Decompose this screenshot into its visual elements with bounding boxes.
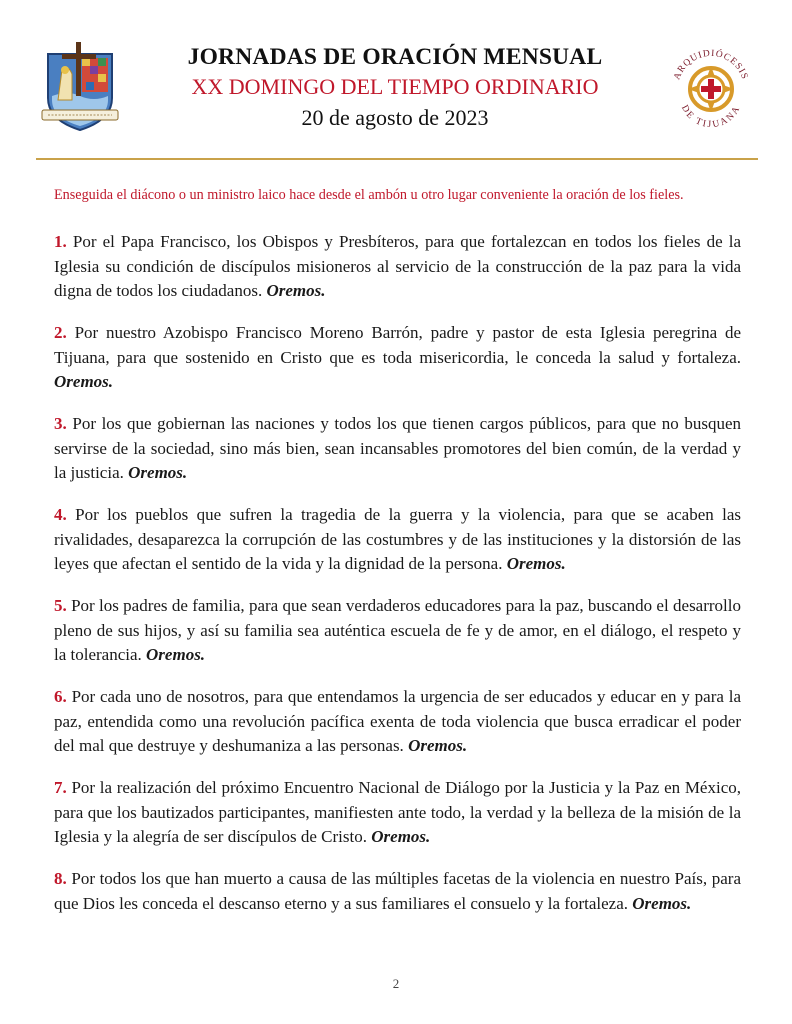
document-title: JORNADAS DE ORACIÓN MENSUAL: [187, 44, 603, 70]
petition-number: 7.: [54, 778, 67, 797]
petition-text: Por cada uno de nosotros, para que entendamos la urgencia de ser educados y educar en y para la paz, entendida como una revolución pacífica exenta de toda violencia que busca erradicar el poder del mal que destruye y deshumaniza a las personas.: [54, 687, 742, 755]
petition-response: Oremos.: [54, 372, 114, 391]
petition-text: Por todos los que han muerto a causa de las múltiples facetas de la violencia en nuestro País, para que Dios les conceda el descanso eterno y a sus familiares el consuelo y la fortaleza.: [54, 869, 741, 913]
petition-item: [54, 685, 741, 759]
petition-item: [54, 867, 741, 916]
petition-item: [54, 503, 741, 577]
header-titles: [150, 42, 640, 134]
header-divider: [36, 158, 758, 160]
petition-number: 4.: [54, 505, 67, 524]
petition-text: Por los pueblos que sufren la tragedia de la guerra y la violencia, para que se acaben las rivalidades, desaparezca la corrupción de las costumbres y de las instituciones y la distorsión de las leyes que afectan el sentido de la vida y la dignidad de la persona.: [54, 505, 742, 573]
petition-response: Oremos.: [408, 736, 468, 755]
rubric-instruction: Enseguida el diácono o un ministro laico hace desde el ambón u otro lugar conveniente la oración de los fieles.: [54, 187, 684, 203]
petition-response: Oremos.: [371, 827, 431, 846]
petition-number: 3.: [54, 414, 67, 433]
document-date: 20 de agosto de 2023: [301, 105, 489, 130]
petition-item: [54, 594, 741, 668]
petition-item: [54, 230, 741, 304]
page-number: 2: [392, 976, 400, 991]
petition-number: 2.: [54, 323, 67, 342]
petition-text: Por los que gobiernan las naciones y todos los que tienen cargos públicos, para que no busquen servirse de la sociedad, sino más bien, sean incansables promotores del bien común, de la verdad y la justicia.: [54, 414, 741, 482]
petition-number: 1.: [54, 232, 67, 251]
petition-item: [54, 776, 741, 850]
svg-text:DE TIJUANA: DE TIJUANA: [679, 103, 743, 131]
prayer-petitions: [54, 230, 741, 934]
petition-response: Oremos.: [266, 281, 326, 300]
petition-response: Oremos.: [128, 463, 188, 482]
petition-text: Por el Papa Francisco, los Obispos y Presbíteros, para que fortalezcan en todos los fieles de la Iglesia su condición de discípulos misioneros al servicio de la construcción de la paz para la vida digna de todos los ciudadanos.: [54, 232, 742, 300]
liturgical-subtitle: XX DOMINGO DEL TIEMPO ORDINARIO: [191, 74, 599, 99]
petition-response: Oremos.: [506, 554, 566, 573]
petition-text: Por los padres de familia, para que sean verdaderos educadores para la paz, buscando el desarrollo pleno de sus hijos, y así su familia sea auténtica escuela de fe y de amor, en el diálogo, el respeto y la tolerancia.: [54, 596, 741, 664]
petition-item: [54, 412, 741, 486]
svg-text:ARQUIDIÓCESIS: ARQUIDIÓCESIS: [672, 48, 750, 82]
petition-number: 5.: [54, 596, 67, 615]
page-header: [0, 36, 792, 146]
petition-text: Por la realización del próximo Encuentro Nacional de Diálogo por la Justicia y la Paz en México, para que los bautizados participantes, manifiesten ante todo, la verdad y la belleza de la misión de la Iglesia y la alegría de ser discípulos de Cristo.: [54, 778, 741, 846]
petition-text: Por nuestro Azobispo Francisco Moreno Barrón, padre y pastor de esta Iglesia peregrina de Tijuana, para que sostenido en Cristo que es toda misericordia, le conceda la salud y fortaleza.: [54, 323, 742, 367]
archdiocese-seal-icon: [666, 44, 756, 134]
petition-number: 6.: [54, 687, 67, 706]
petition-response: Oremos.: [146, 645, 206, 664]
petition-response: Oremos.: [632, 893, 692, 913]
parish-crest-icon: [38, 40, 122, 132]
petition-number: 8.: [54, 869, 67, 888]
petition-item: [54, 321, 741, 395]
